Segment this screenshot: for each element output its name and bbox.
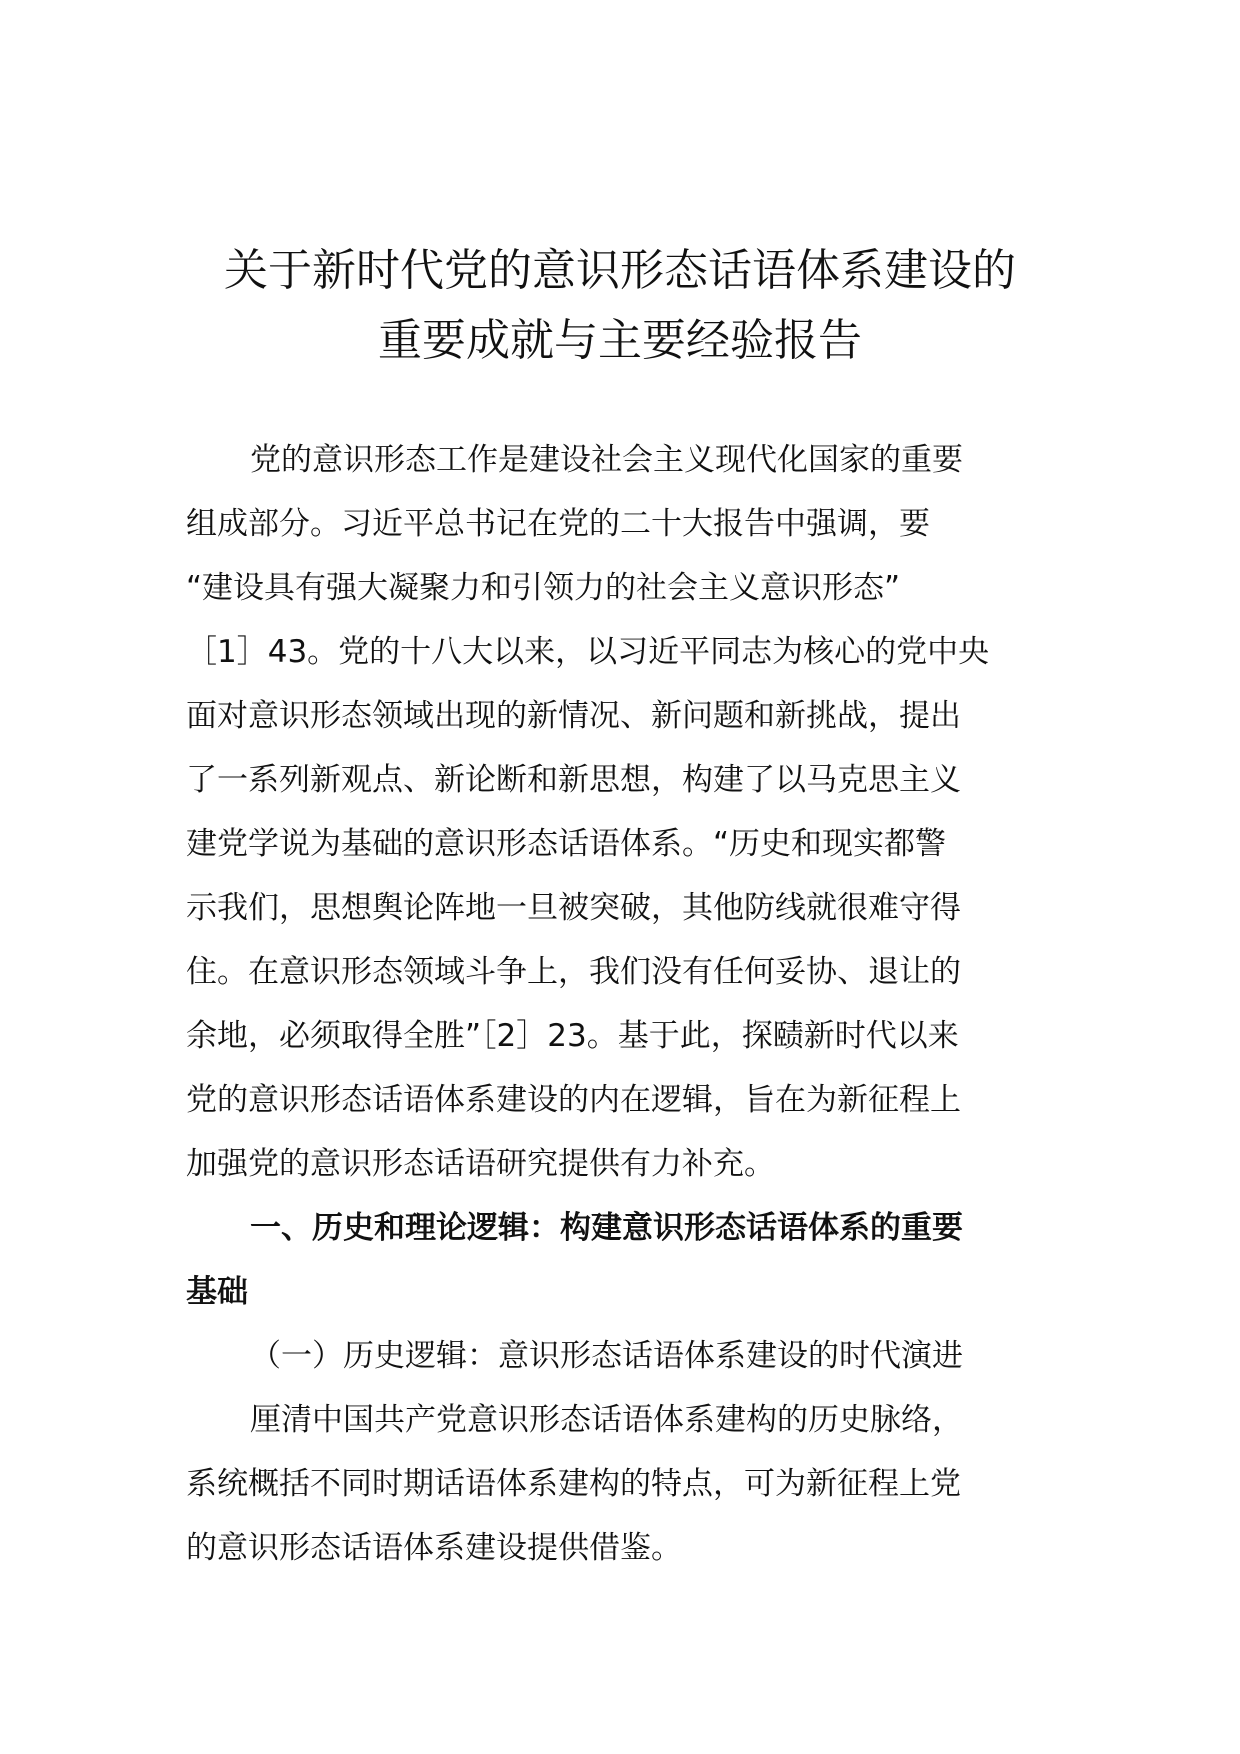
paragraph-line-12: 加强党的意识形态话语研究提供有力补充。 xyxy=(186,1146,775,1182)
paragraph-line-1: 党的意识形态工作是建设社会主义现代化国家的重要 xyxy=(250,442,963,478)
paragraph-line-11: 党的意识形态话语体系建设的内在逻辑，旨在为新征程上 xyxy=(186,1082,961,1118)
paragraph-line-3: “建设具有强大凝聚力和引领力的社会主义意识形态” xyxy=(186,570,901,606)
title-line-1: 关于新时代党的意识形态话语体系建设的 xyxy=(224,245,1016,296)
paragraph-line-10: 余地，必须取得全胜”［2］23。基于此，探赜新时代以来 xyxy=(186,1018,959,1054)
paragraph-line-5: 面对意识形态领域出现的新情况、新问题和新挑战，提出 xyxy=(186,698,961,734)
paragraph-line-13: 厘清中国共产党意识形态话语体系建构的历史脉络， xyxy=(250,1402,963,1438)
section-heading-line-2: 基础 xyxy=(186,1274,248,1310)
document-body xyxy=(186,428,1056,1580)
paragraph-line-8: 示我们，思想舆论阵地一旦被突破，其他防线就很难守得 xyxy=(186,890,961,926)
title-line-2: 重要成就与主要经验报告 xyxy=(378,315,862,366)
paragraph-line-15: 的意识形态话语体系建设提供借鉴。 xyxy=(186,1530,682,1566)
paragraph-line-14: 系统概括不同时期话语体系建构的特点，可为新征程上党 xyxy=(186,1466,961,1502)
paragraph-line-2: 组成部分。习近平总书记在党的二十大报告中强调，要 xyxy=(186,506,930,542)
paragraph-line-4: ［1］43。党的十八大以来，以习近平同志为核心的党中央 xyxy=(186,634,990,670)
paragraph-line-7: 建党学说为基础的意识形态话语体系。“历史和现实都警 xyxy=(186,826,947,862)
subsection-heading: （一）历史逻辑：意识形态话语体系建设的时代演进 xyxy=(250,1338,963,1374)
paragraph-line-9: 住。在意识形态领域斗争上，我们没有任何妥协、退让的 xyxy=(186,954,961,990)
section-heading-line-1: 一、历史和理论逻辑：构建意识形态话语体系的重要 xyxy=(250,1210,963,1246)
paragraph-line-6: 了一系列新观点、新论断和新思想，构建了以马克思主义 xyxy=(186,762,961,798)
document-title xyxy=(150,236,1090,376)
